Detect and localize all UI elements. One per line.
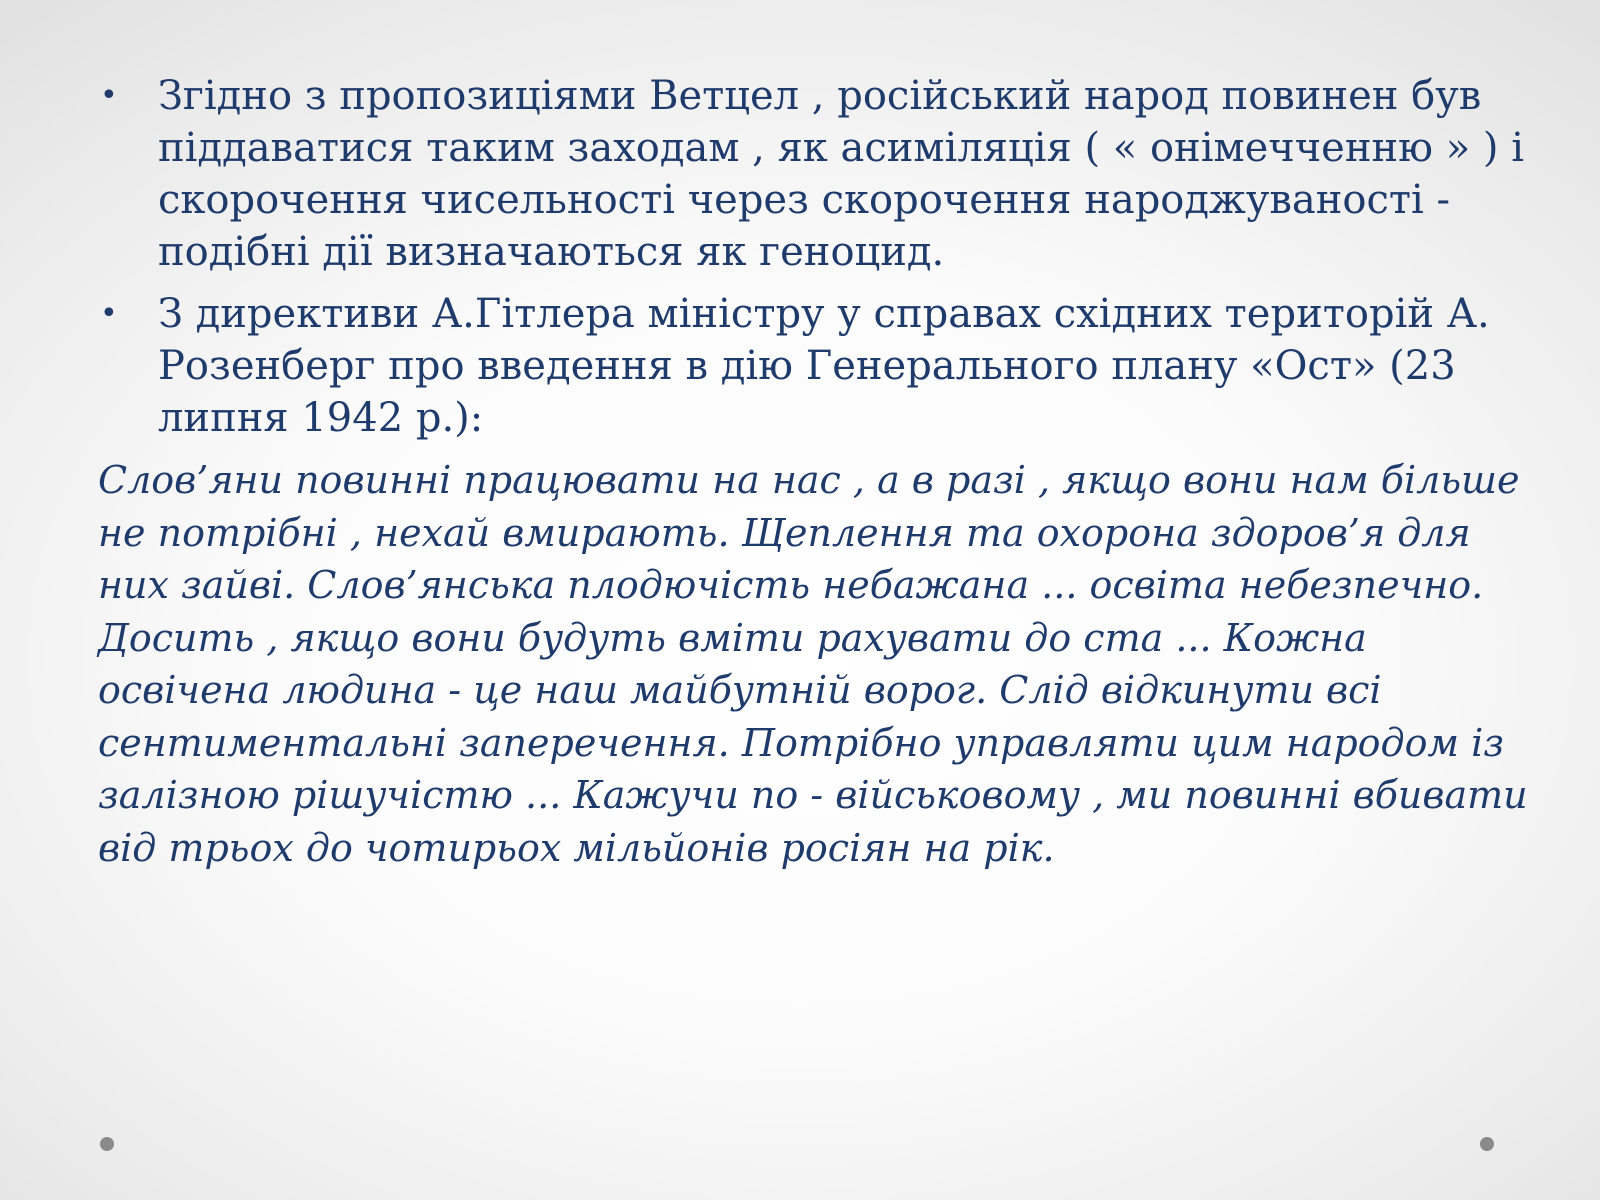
bullet-text: З директиви А.Гітлера міністру у справах східних територій А. Розенберг про введення в дію Генерального плану «Ост» (23 липня 1942 р.): bbox=[158, 291, 1490, 441]
bottom-right-dot-icon bbox=[1480, 1137, 1494, 1151]
bullet-list bbox=[98, 70, 1538, 444]
directive-quote: Слов’яни повинні працювати на нас , а в разі , якщо вони нам більше не потрібні , нехай вмирають. Щеплення та охорона здоров’я для них зайві. Слов’янська плодючість небажана ... освіта небезпечно. Досить , якщо вони будуть вміти рахувати до ста ... Кожна освічена людина - це наш майбутній ворог. Слід відкинути всі сентиментальні заперечення. Потрібно управляти цим народом із залізною рішучістю ... Кажучи по - військовому , ми повинні вбивати від трьох до чотирьох мільйонів росіян на рік. bbox=[98, 458, 1528, 870]
bullet-marker: • bbox=[100, 78, 118, 113]
bullet-item-wetzel bbox=[98, 70, 1538, 278]
slide-content bbox=[98, 70, 1538, 874]
bullet-item-directive bbox=[98, 288, 1538, 444]
bullet-text: Згідно з пропозиціями Ветцел , російський народ повинен був піддаватися таким заходам , як асиміляція ( « онімечченню » ) і скорочення чисельності через скорочення народжуваності - подібні дії визначаються як геноцид. bbox=[158, 73, 1524, 275]
bottom-left-dot-icon bbox=[100, 1137, 114, 1151]
bullet-marker: • bbox=[100, 296, 118, 331]
